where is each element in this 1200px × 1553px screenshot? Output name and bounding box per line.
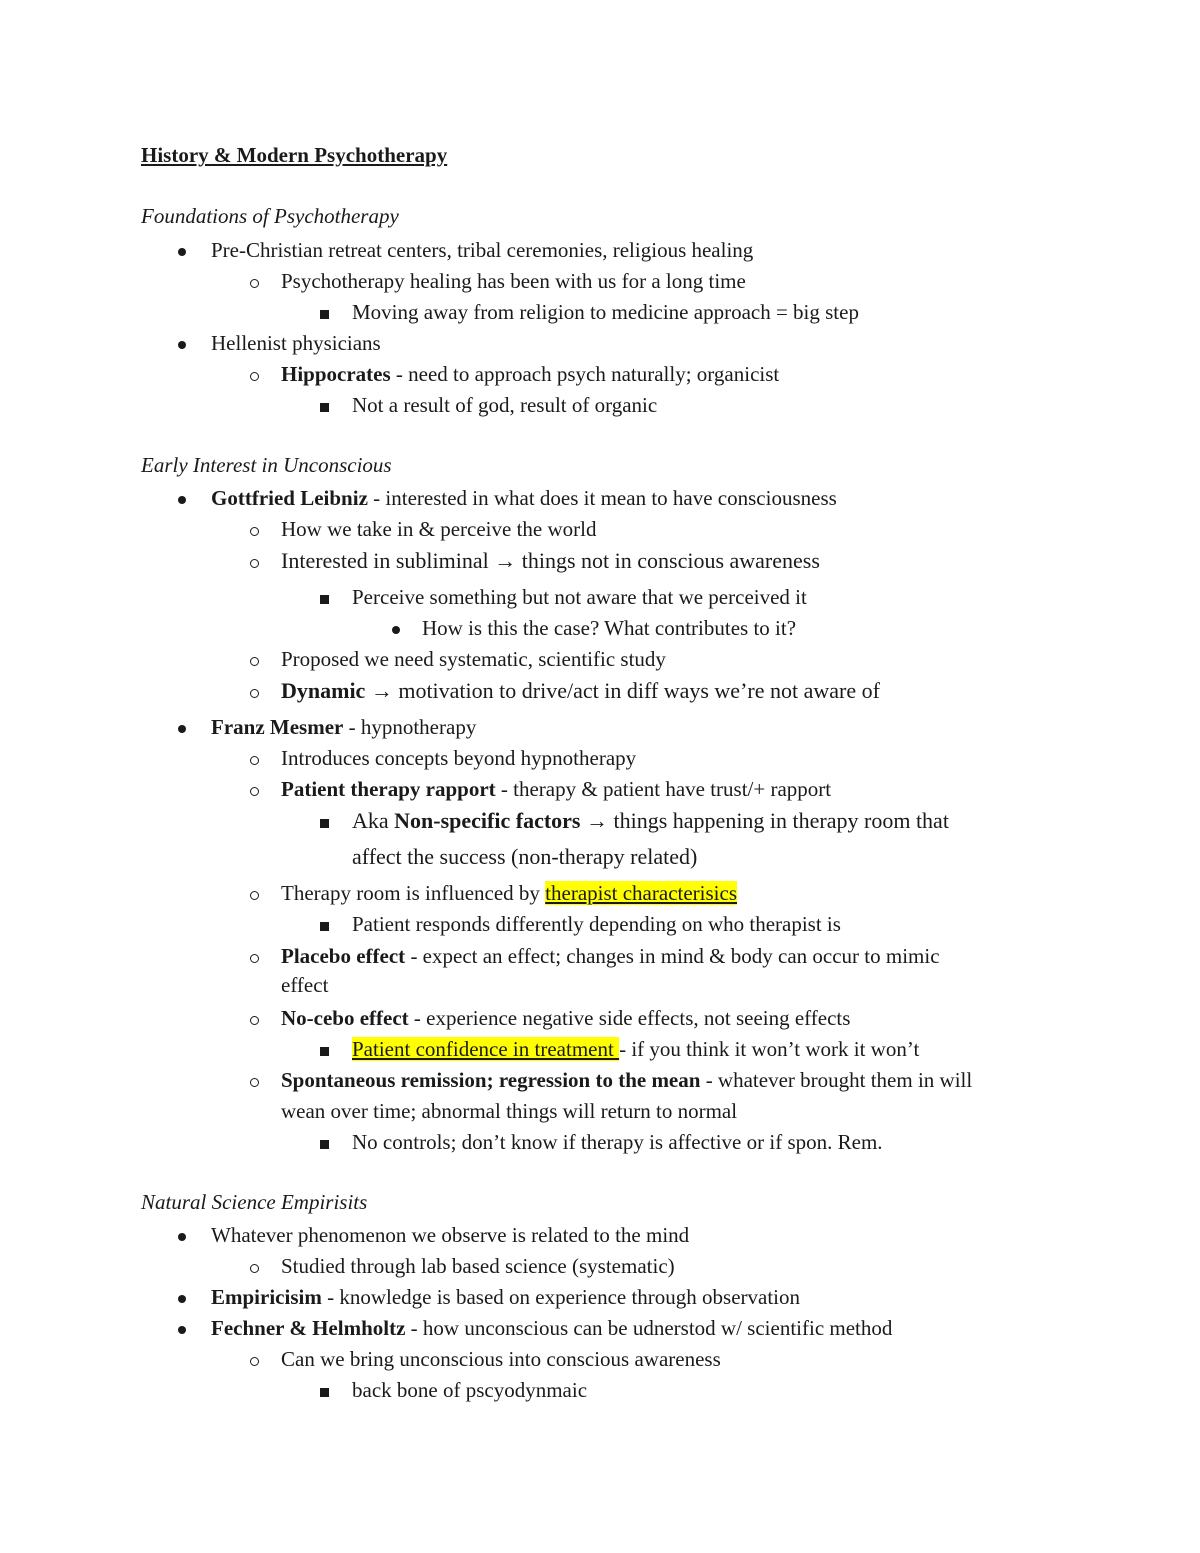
list-item: Spontaneous remission; regression to the mean - whatever brought them in will	[281, 1068, 973, 1092]
bullet-circle-icon	[242, 880, 266, 906]
bullet-dot-icon	[170, 485, 194, 511]
list-item: Interested in subliminal → things not in conscious awareness	[281, 548, 820, 573]
bullet-circle-icon	[242, 1346, 266, 1372]
list-item: Whatever phenomenon we observe is related to the mind	[211, 1223, 690, 1247]
section-heading: Natural Science Empirisits	[141, 1190, 368, 1214]
bullet-square-icon	[312, 392, 336, 418]
bullet-dot-icon	[170, 1315, 194, 1341]
section-heading: Foundations of Psychotherapy	[141, 204, 399, 228]
bullet-square-icon	[312, 584, 336, 610]
bullet-circle-icon	[242, 1253, 266, 1279]
list-item: How we take in & perceive the world	[281, 517, 597, 541]
list-item: Dynamic → motivation to drive/act in diff ways we’re not aware of	[281, 678, 880, 703]
list-item: Studied through lab based science (systematic)	[281, 1254, 675, 1278]
bullet-circle-icon	[242, 678, 266, 704]
bullet-dot-icon	[170, 237, 194, 263]
list-item: Patient responds differently depending on who therapist is	[352, 912, 841, 936]
bullet-circle-icon	[242, 1005, 266, 1031]
list-item: Franz Mesmer - hypnotherapy	[211, 715, 477, 739]
bullet-circle-icon	[242, 516, 266, 542]
bullet-square-icon	[312, 1377, 336, 1403]
bullet-circle-icon	[242, 745, 266, 771]
list-item: Aka Non-specific factors → things happening in therapy room that	[352, 808, 949, 833]
list-item: No controls; don’t know if therapy is affective or if spon. Rem.	[352, 1130, 883, 1154]
list-item: back bone of pscyodynmaic	[352, 1378, 588, 1402]
highlighted-text: therapist characterisics	[545, 881, 737, 905]
list-item: Psychotherapy healing has been with us for a long time	[281, 269, 746, 293]
list-item: Not a result of god, result of organic	[352, 393, 658, 417]
list-item: Gottfried Leibniz - interested in what does it mean to have consciousness	[211, 486, 837, 510]
bullet-dot-icon	[170, 714, 194, 740]
list-item-continuation: effect	[281, 973, 329, 997]
bullet-circle-icon	[242, 1067, 266, 1093]
list-item: Fechner & Helmholtz - how unconscious can be udnerstod w/ scientific method	[211, 1316, 893, 1340]
list-item: Introduces concepts beyond hypnotherapy	[281, 746, 637, 770]
highlighted-text: Patient confidence in treatment	[352, 1037, 620, 1061]
list-item: Proposed we need systematic, scientific study	[281, 647, 666, 671]
bullet-square-icon	[312, 299, 336, 325]
list-item: No-cebo effect - experience negative side effects, not seeing effects	[281, 1006, 851, 1030]
list-item: Perceive something but not aware that we perceived it	[352, 585, 807, 609]
bullet-circle-icon	[242, 361, 266, 387]
bullet-dot-icon	[170, 330, 194, 356]
list-item: Patient therapy rapport - therapy & patient have trust/+ rapport	[281, 777, 832, 801]
list-item: Therapy room is influenced by therapist characterisics	[281, 881, 737, 905]
bullet-square-icon	[312, 1129, 336, 1155]
bullet-circle-icon	[242, 646, 266, 672]
list-item: Placebo effect - expect an effect; changes in mind & body can occur to mimic	[281, 944, 940, 968]
bullet-square-icon	[312, 911, 336, 937]
list-item-continuation: affect the success (non-therapy related)	[352, 844, 698, 869]
list-item: Hippocrates - need to approach psych naturally; organicist	[281, 362, 780, 386]
list-item: How is this the case? What contributes to it?	[422, 616, 797, 640]
bullet-dot-icon	[170, 1222, 194, 1248]
bullet-circle-icon	[242, 776, 266, 802]
bullet-square-icon	[312, 808, 336, 834]
list-item: Hellenist physicians	[211, 331, 381, 355]
list-item-continuation: wean over time; abnormal things will return to normal	[281, 1099, 738, 1123]
bullet-circle-icon	[242, 943, 266, 969]
section-heading: Early Interest in Unconscious	[141, 453, 392, 477]
page-title: History & Modern Psychotherapy	[141, 143, 448, 167]
list-item: Moving away from religion to medicine approach = big step	[352, 300, 859, 324]
bullet-circle-icon	[242, 548, 266, 574]
bullet-circle-icon	[242, 268, 266, 294]
list-item: Patient confidence in treatment - if you think it won’t work it won’t	[352, 1037, 920, 1061]
bullet-dot-icon	[384, 615, 408, 641]
bullet-square-icon	[312, 1036, 336, 1062]
list-item: Can we bring unconscious into conscious awareness	[281, 1347, 721, 1371]
bullet-dot-icon	[170, 1284, 194, 1310]
list-item: Pre-Christian retreat centers, tribal ceremonies, religious healing	[211, 238, 754, 262]
list-item: Empiricisim - knowledge is based on experience through observation	[211, 1285, 801, 1309]
